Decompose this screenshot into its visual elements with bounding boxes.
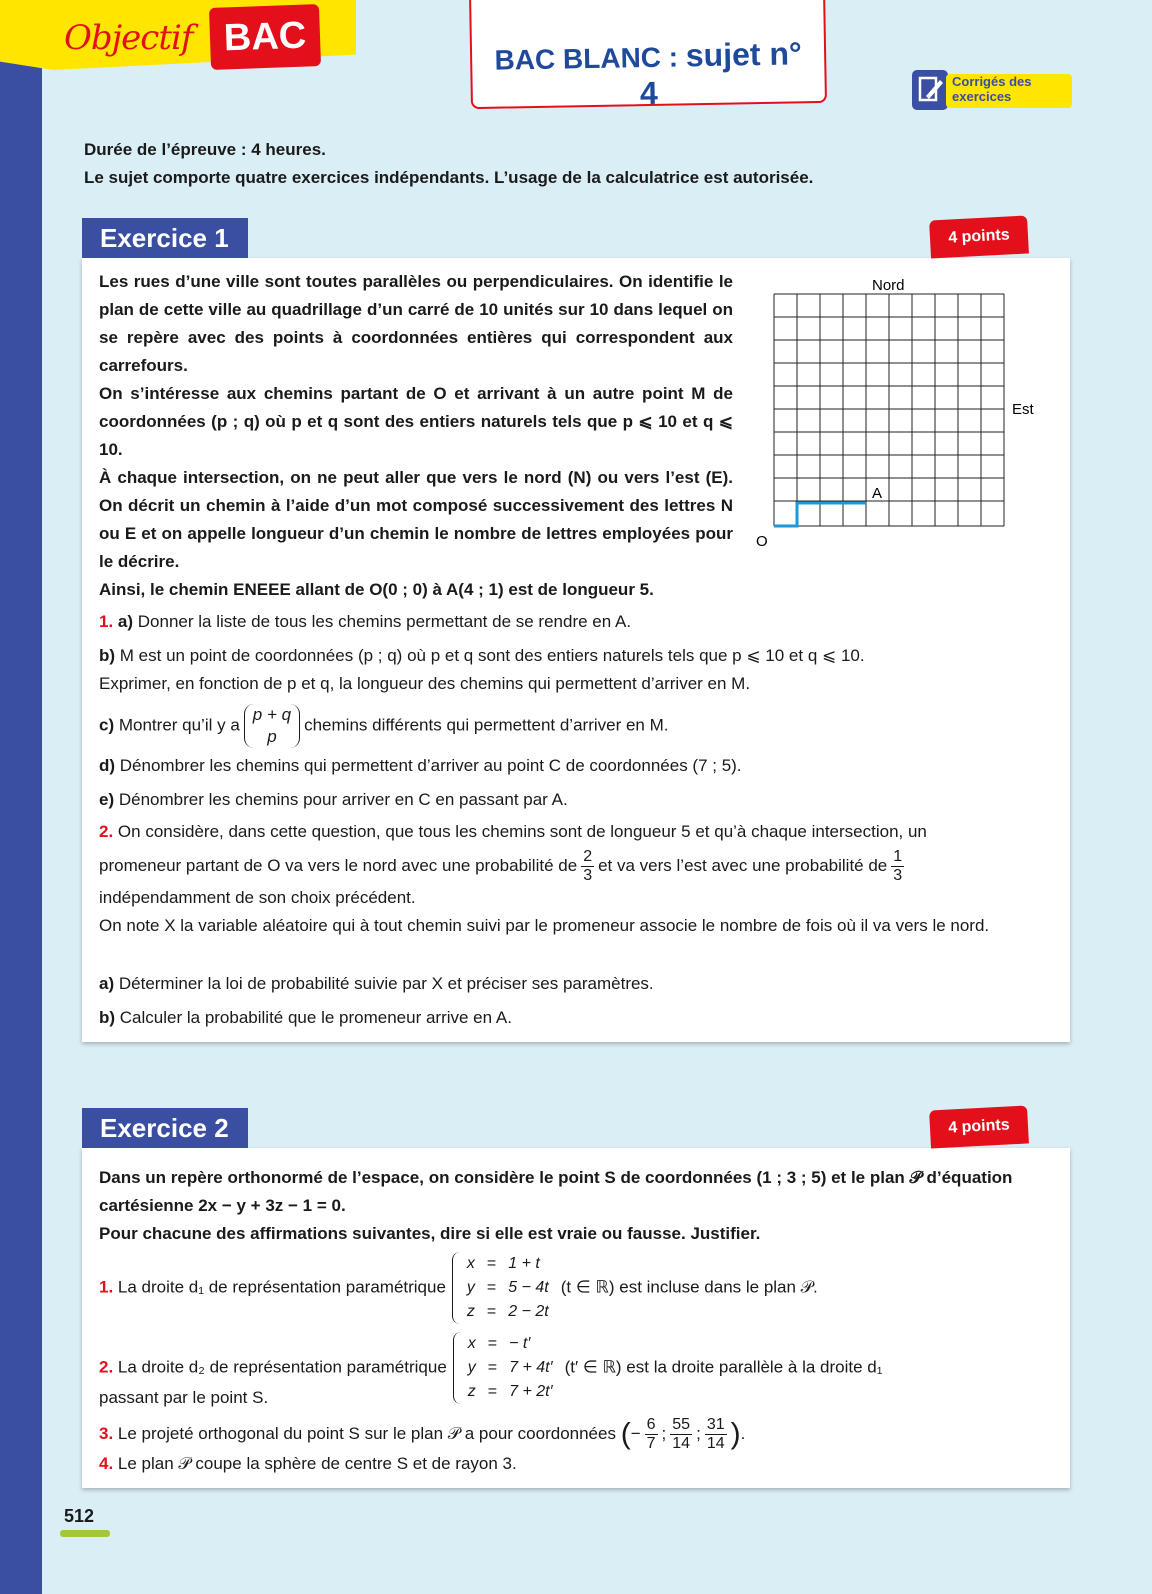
exam-duration: Durée de l’épreuve : 4 heures. (84, 140, 326, 159)
affirmation-3: 3. Le projeté orthogonal du point S sur le plan 𝒫 a pour coordonnées (− $\frac{6}{7}$ ; $\frac{55}{14}$ ; $\frac{31}{14}$ ). (99, 1416, 746, 1452)
exam-rules: Le sujet comporte quatre exercices indépendants. L’usage de la calculatrice est autorisée. (84, 168, 814, 187)
ex1-paragraph: À chaque intersection, on ne peut aller que vers le nord (N) ou vers l’est (E). On décrit un chemin à l’aide d’un mot composé successivement des lettres N ou E et on appelle longueur d’un chemin le nombre de lettres employées pour le décrire. (99, 468, 733, 571)
edit-icon (912, 70, 948, 110)
ex2-instruction: Pour chacune des affirmations suivantes, dire si elle est vraie ou fausse. Justifier. (99, 1224, 761, 1243)
fraction-two-thirds: $\frac{2}{3}$ (583, 848, 593, 884)
q1b: b) M est un point de coordonnées (p ; q) où p et q sont des entiers naturels tels que p ⩽ 10 et q ⩽ 10. (99, 646, 865, 665)
parametric-system-d2: x = − t′ y = 7 + 4t′ z = 7 + 2t′ (453, 1332, 559, 1404)
exercise-2-tab: Exercice 2 (82, 1108, 248, 1148)
q2-line4: On note X la variable aléatoire qui à tout chemin suivi par le promeneur associe le nombre de fois où il va vers le nord. (99, 916, 990, 935)
corriges-link[interactable] (912, 70, 1070, 116)
east-label: Est (1012, 401, 1034, 418)
q2-line2: promeneur partant de O va vers le nord avec une probabilité de $\frac{2}{3}$ et va vers l’est avec une probabilité de $\frac{1}{3}$ (99, 848, 903, 884)
parametric-system-d1: x = 1 + t y = 5 − 4t z = 2 − 2t (452, 1252, 555, 1324)
point-a-label: A (872, 485, 883, 502)
left-sidebar-band (0, 0, 42, 1594)
affirmation-2: 2. La droite d₂ de représentation paramétrique x = − t′ y = 7 + 4t′ z = 7 + 2t′ (t′ ∈ ℝ) est la droite parallèle à la droite d₁ (99, 1332, 882, 1404)
q1c: c) Montrer qu’il y a p + q p chemins différents qui permettent d’arriver en M. (99, 705, 669, 746)
exercise-1-points: 4 points (929, 215, 1029, 258)
objectif-label: Objectif (64, 18, 193, 58)
city-grid-figure (750, 272, 1050, 562)
affirmation-1: 1. La droite d₁ de représentation paramétrique x = 1 + t y = 5 − 4t z = 2 − 2t (t ∈ ℝ) est incluse dans le plan 𝒫. (99, 1252, 818, 1324)
ex1-statement (99, 268, 733, 576)
ex1-paragraph: Les rues d’une ville sont toutes parallèles ou perpendiculaires. On identifie le plan de cette ville au quadrillage d’un carré de 10 unités sur 10 dans lequel on se repère avec des points à coordonnées entières qui correspondent aux carrefours. (99, 272, 733, 375)
ex2-statement: Dans un repère orthonormé de l’espace, on considère le point S de coordonnées (1 ; 3 ; 5) et le plan 𝒫 d’équation cartésienne 2x − y + 3z − 1 = 0. (99, 1168, 1013, 1215)
q1d: d) Dénombrer les chemins qui permettent d’arriver au point C de coordonnées (7 ; 5). (99, 756, 742, 775)
ex1-paragraph: On s’intéresse aux chemins partant de O et arrivant à un autre point M de coordonnées (p ; q) où p et q sont des entiers naturels tels que p ⩽ 10 et q ⩽ 10. (99, 384, 733, 459)
ex1-example: Ainsi, le chemin ENEEE allant de O(0 ; 0) à A(4 ; 1) est de longueur 5. (99, 580, 654, 599)
objectif-bac-banner (0, 0, 356, 78)
page-number: 512 (64, 1506, 95, 1526)
q2a: a) Déterminer la loi de probabilité suivie par X et préciser ses paramètres. (99, 974, 654, 993)
page-title: BAC BLANC : sujet n° 4 (494, 35, 803, 112)
q1e: e) Dénombrer les chemins pour arriver en C en passant par A. (99, 790, 568, 809)
bac-label: BAC (209, 4, 321, 70)
origin-label: O (756, 533, 768, 550)
exercise-1-card (82, 258, 1070, 1042)
q1b-line2: Exprimer, en fonction de p et q, la longueur des chemins qui permettent d’arriver en M. (99, 674, 751, 693)
affirmation-2-line2: passant par le point S. (99, 1388, 269, 1407)
coord-fraction: $\frac{31}{14}$ (706, 1416, 725, 1452)
binomial-coefficient: p + q p (244, 704, 300, 748)
q2b: b) Calculer la probabilité que le promeneur arrive en A. (99, 1008, 512, 1027)
q1a: 1. a) Donner la liste de tous les chemins permettant de se rendre en A. (99, 612, 632, 631)
fraction-one-third: $\frac{1}{3}$ (893, 848, 903, 884)
page-title-card (469, 0, 827, 112)
exercise-1-tab: Exercice 1 (82, 218, 248, 258)
north-label: Nord (872, 277, 905, 294)
exercise-2-points: 4 points (929, 1105, 1029, 1148)
exam-intro (84, 136, 813, 192)
exercise-2-card (82, 1148, 1070, 1488)
q2-line3: indépendamment de son choix précédent. (99, 888, 416, 907)
coord-fraction: $\frac{55}{14}$ (672, 1416, 691, 1452)
page-number-underline (60, 1530, 110, 1537)
corriges-label: Corrigés des exercices (946, 74, 1072, 108)
affirmation-4: 4. Le plan 𝒫 coupe la sphère de centre S et de rayon 3. (99, 1454, 517, 1473)
q2-line1: 2. On considère, dans cette question, que tous les chemins sont de longueur 5 et qu’à chaque intersection, un (99, 822, 927, 841)
coord-fraction: $\frac{6}{7}$ (646, 1416, 656, 1452)
